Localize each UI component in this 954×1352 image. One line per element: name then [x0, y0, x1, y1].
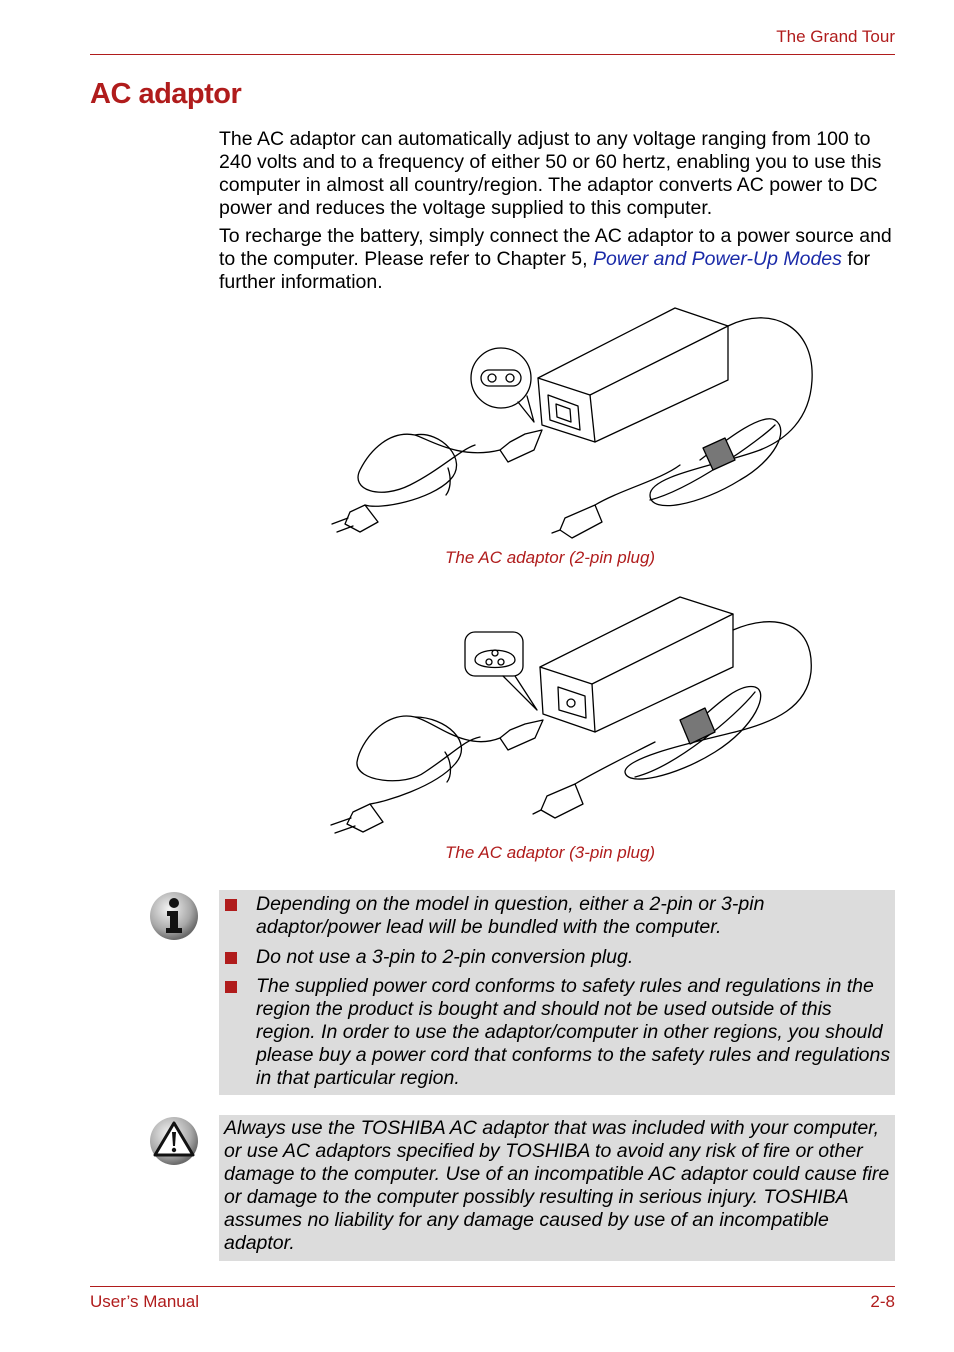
warning-text: Always use the TOSHIBA AC adaptor that was included with your computer, or use AC adaptors specified by TOSHIBA to avoid any risk of fire or other damage to the computer. Use of an incompatible AC adaptor could cause fire or damage to the computer possibly resulting in serious injury. TOSHIBA assumes no liability for any damage caused by use of an incompatible adaptor.: [224, 1117, 890, 1254]
info-bullet-text: Depending on the model in question, either a 2-pin or 3-pin adaptor/power lead will be bundled with the computer.: [256, 893, 765, 938]
intro-paragraph: The AC adaptor can automatically adjust to any voltage ranging from 100 to 240 volts and to a frequency of either 50 or 60 hertz, enabling you to use this computer in almost all country/region. The adaptor converts AC power to DC power and reduces the voltage supplied to this computer.: [219, 128, 882, 219]
warning-icon: [148, 1115, 200, 1167]
chapter-link[interactable]: Power and Power-Up Modes: [592, 248, 842, 270]
running-header: The Grand Tour: [776, 27, 895, 46]
header-rule: [90, 54, 895, 55]
footer-manual-title: User’s Manual: [90, 1292, 199, 1311]
recharge-paragraph: [219, 225, 899, 294]
page-title: AC adaptor: [90, 78, 242, 110]
info-bullet-text: The supplied power cord conforms to safety rules and regulations in the region the product is bought and should not be used outside of this region. In order to use the adaptor/computer in other regions, you should please buy a power cord that conforms to the safety rules and regulations in that particular region.: [256, 975, 891, 1089]
info-icon: [148, 890, 200, 942]
bullet-square-icon: [225, 899, 237, 911]
footer-rule: [90, 1286, 895, 1287]
info-note-box: [219, 890, 895, 1095]
figure-caption-2pin: The AC adaptor (2-pin plug): [445, 548, 656, 567]
warning-note-box: [219, 1115, 895, 1261]
info-bullet-text: Do not use a 3-pin to 2-pin conversion plug.: [256, 946, 634, 968]
ac-adaptor-2pin-illustration: [320, 300, 820, 545]
bullet-square-icon: [225, 952, 237, 964]
figure-caption-3pin: The AC adaptor (3-pin plug): [445, 843, 656, 862]
recharge-text-end: for further information.: [219, 248, 871, 293]
recharge-text: To recharge the battery, simply connect the AC adaptor to a power source and to the computer. Please refer to Chapter 5,: [219, 225, 892, 270]
page-number: 2-8: [870, 1292, 895, 1311]
ac-adaptor-3pin-illustration: [315, 592, 820, 842]
bullet-square-icon: [225, 981, 237, 993]
